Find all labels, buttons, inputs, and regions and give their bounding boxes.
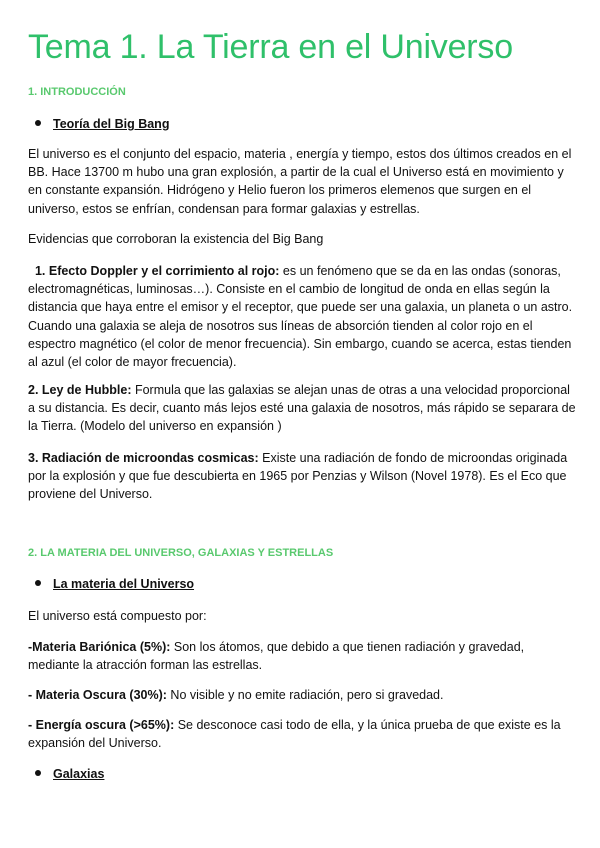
item-energia-oscura bbox=[28, 716, 576, 752]
evidence-hubble-text: Formula que las galaxias se alejan unas de otras a una velocidad proporcional a su distancia. Es decir, cuanto más lejos esté una galaxia de nosotros, más rápido se separara de la Tierra. (Modelo del universo en expansión ) bbox=[28, 383, 576, 434]
section-heading-introduccion: 1. INTRODUCCIÓN bbox=[28, 86, 126, 98]
evidence-microondas-label: 3. Radiación de microondas cosmicas: bbox=[28, 451, 259, 465]
bullet-teoria-big-bang bbox=[35, 117, 169, 131]
item-energia-oscura-text: Se desconoce casi todo de ella, y la única prueba de que existe es la expansión del Universo. bbox=[28, 718, 561, 751]
bullet-dot-icon bbox=[35, 580, 41, 586]
section-heading-materia: 2. LA MATERIA DEL UNIVERSO, GALAXIAS Y ESTRELLAS bbox=[28, 547, 334, 559]
paragraph-universo: El universo es el conjunto del espacio, materia , energía y tiempo, estos dos últimos creados en el BB. Hace 13700 m hubo una gran explosión, a partir de la cual el Universo está en movimiento y en constante expansión. Hidrógeno y Helio fueron los primeros elemenos que surgen en el universo, estos se enfrían, condensan para formar galaxias y estrellas. bbox=[28, 147, 572, 216]
bullet-dot-icon bbox=[35, 120, 41, 126]
paragraph-evidencias: Evidencias que corroboran la existencia del Big Bang bbox=[28, 232, 324, 246]
item-materia-barionica-text: Son los átomos, que debido a que tienen radiación y gravedad, mediante la atracción forman las estrellas. bbox=[28, 640, 525, 673]
bullet-galaxias bbox=[35, 767, 104, 781]
bullet-label: La materia del Universo bbox=[53, 577, 195, 591]
item-materia-oscura bbox=[28, 686, 576, 704]
item-materia-oscura-text: No visible y no emite radiación, pero si gravedad. bbox=[166, 688, 444, 702]
bullet-materia-universo bbox=[35, 577, 194, 591]
bullet-dot-icon bbox=[35, 770, 41, 776]
item-materia-oscura-label: - Materia Oscura (30%): bbox=[28, 688, 167, 702]
evidence-doppler-text: es un fenómeno que se da en las ondas (sonoras, electromagnéticas, luminosas…). Consiste en el cambio de longitud de onda en ellas según la distancia que haya entre el emisor y el receptor, que puede ser una galaxia, un planeta o un astro. Cuando una galaxia se aleja de nosotros sus líneas de absorción tienden al color rojo en el espectro magnético (el color de menor frecuencia). Sin embargo, cuando se acerca, estas tienden al azul (el color de mayor frecuencia). bbox=[28, 264, 573, 370]
bullet-label: Galaxias bbox=[53, 767, 105, 781]
paragraph-compuesto: El universo está compuesto por: bbox=[28, 609, 207, 623]
evidence-doppler-label: 1. Efecto Doppler y el corrimiento al rojo: bbox=[34, 264, 280, 278]
evidence-microondas-text: Existe una radiación de fondo de microondas originada por la explosión y que fue descubierta en 1965 por Penzias y Wilson (Novel 1978). Es el Eco que proviene del Universo. bbox=[28, 451, 568, 502]
item-materia-barionica-label: -Materia Bariónica (5%): bbox=[28, 640, 171, 654]
item-materia-barionica bbox=[28, 638, 576, 674]
evidence-hubble bbox=[28, 381, 576, 436]
evidence-microondas bbox=[28, 449, 576, 504]
item-energia-oscura-label: - Energía oscura (>65%): bbox=[28, 718, 175, 732]
evidence-doppler bbox=[28, 262, 576, 371]
page-title: Tema 1. La Tierra en el Universo bbox=[28, 28, 513, 66]
bullet-label: Teoría del Big Bang bbox=[53, 117, 170, 131]
evidence-hubble-label: 2. Ley de Hubble: bbox=[28, 383, 132, 397]
